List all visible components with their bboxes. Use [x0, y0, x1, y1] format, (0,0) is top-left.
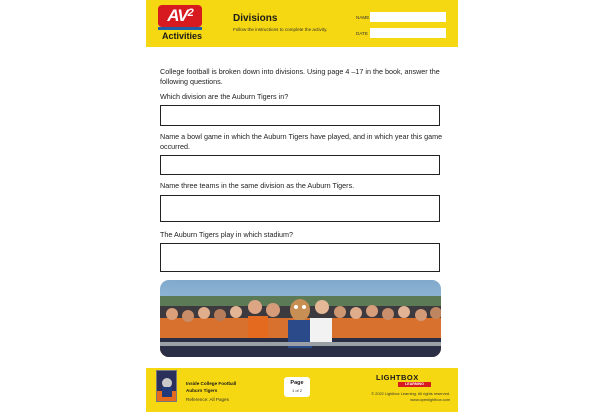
book-info [186, 380, 236, 394]
reference-text: Reference: All Pages [186, 397, 229, 402]
book-series: Inside College Football [186, 381, 237, 386]
av2-logo-mark: $AV^2$ [158, 5, 202, 27]
question-4: The Auburn Tigers play in which stadium? [160, 230, 294, 239]
answer-box-4[interactable] [160, 243, 440, 272]
worksheet-page [146, 0, 458, 412]
answer-box-1[interactable] [160, 105, 440, 126]
page-count: 1 of 2 [291, 388, 302, 393]
question-2: Name a bowl game in which the Auburn Tigers have played, and in which year this game occurred. [160, 132, 443, 151]
worksheet-title: Divisions [233, 13, 278, 24]
av2-logo [154, 5, 210, 43]
logo-underline [158, 27, 202, 30]
copyright-text: © 2022 Lightbox Learning. All rights reserved. [371, 391, 450, 396]
worksheet-instruction: Follow the instructions to complete the activity. [233, 27, 328, 32]
lightbox-logo [376, 374, 432, 388]
page-label: Page [290, 380, 304, 386]
lightbox-logo-top: LIGHTBOX [376, 373, 419, 382]
date-field[interactable] [370, 28, 446, 38]
auburn-fans-photo [160, 280, 441, 357]
page-indicator [284, 377, 310, 397]
logo-label: Activities [161, 31, 203, 41]
question-3: Name three teams in the same division as the Auburn Tigers. [160, 181, 355, 190]
name-label: NAME [356, 15, 370, 20]
copyright-block [354, 391, 450, 403]
answer-box-2[interactable] [160, 155, 440, 175]
worksheet-header [146, 0, 458, 47]
book-cover-image [156, 370, 177, 402]
lightbox-logo-bottom: LEARNING [398, 382, 431, 387]
worksheet-footer [146, 368, 458, 412]
question-1: Which division are the Auburn Tigers in? [160, 92, 289, 101]
answer-box-3[interactable] [160, 195, 440, 222]
date-label: DATE [356, 31, 368, 36]
book-title: Auburn Tigers [186, 388, 218, 393]
crowd-illustration [160, 280, 441, 357]
website-text: www.openlightbox.com [410, 397, 450, 402]
intro-text: College football is broken down into divisions. Using page 4 –17 in the book, answer the following questions. [160, 67, 440, 86]
name-field[interactable] [370, 12, 446, 22]
